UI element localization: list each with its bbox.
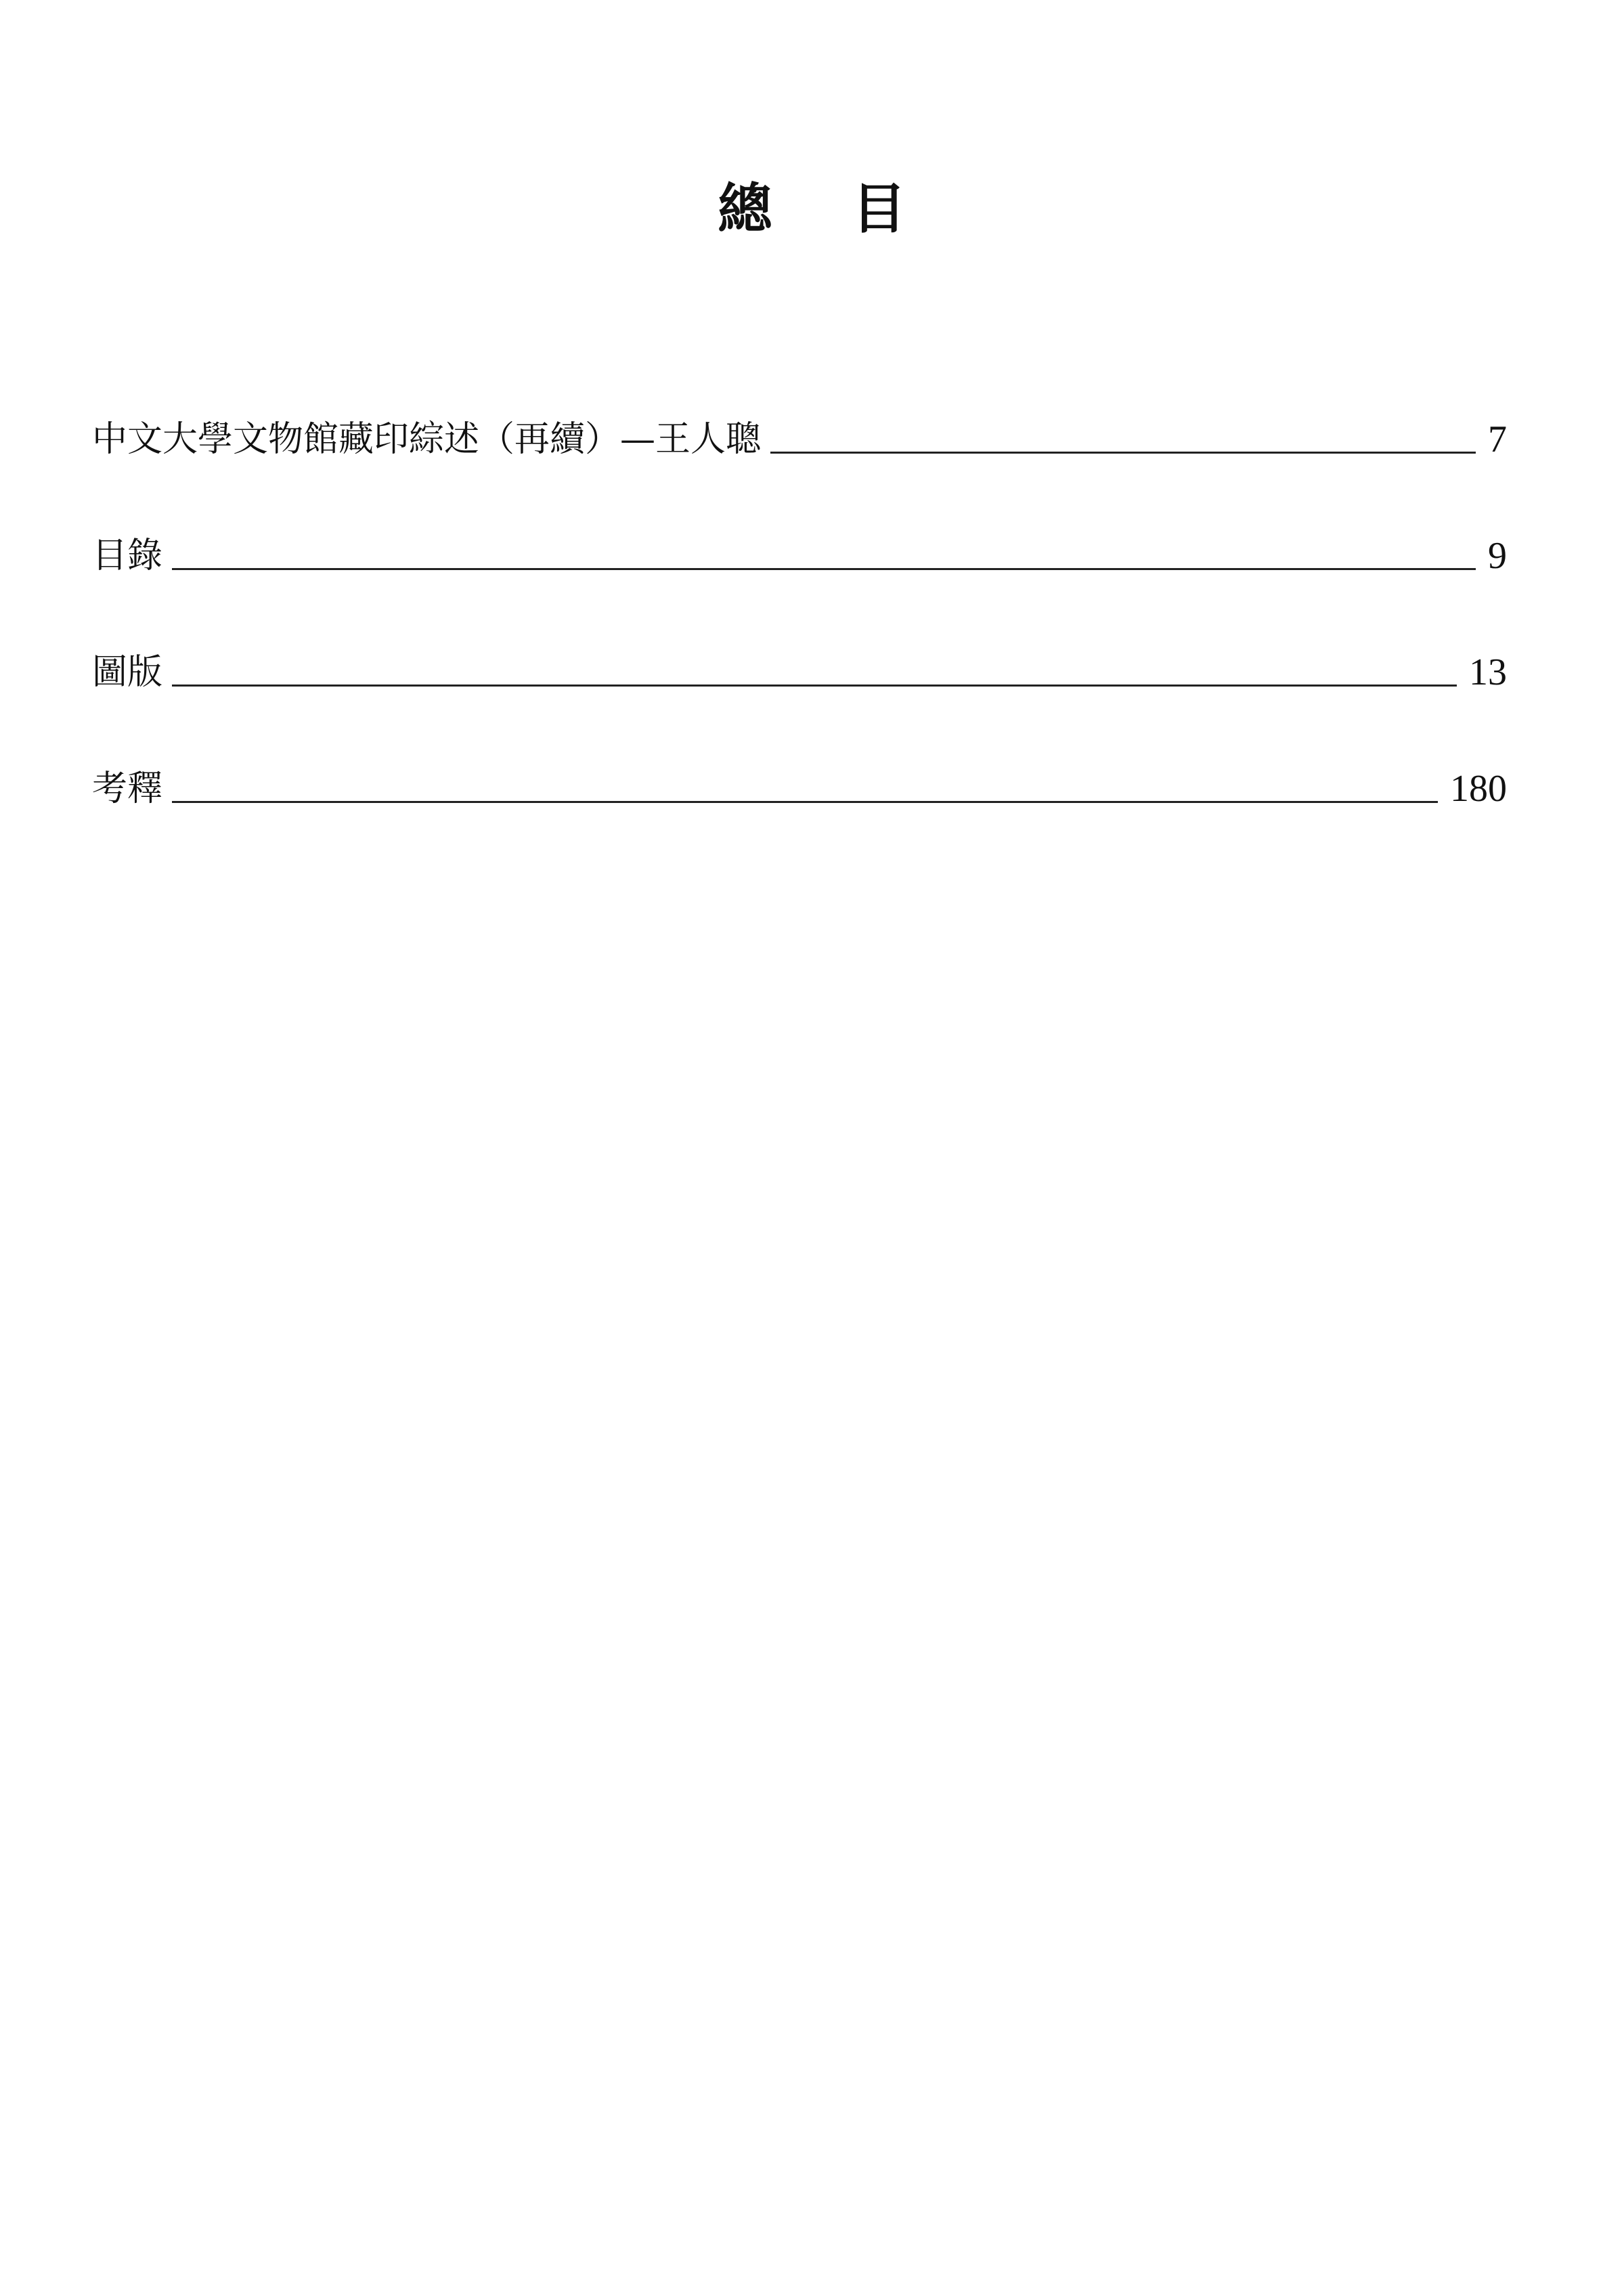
- table-of-contents: [92, 406, 1507, 872]
- toc-leader-line: [172, 685, 1457, 687]
- toc-leader-line: [172, 568, 1476, 570]
- title-char-1: 總: [718, 177, 772, 240]
- toc-entry-page: 9: [1488, 535, 1507, 577]
- toc-entry-title: 圖版: [92, 652, 163, 693]
- toc-entry-annotations[interactable]: [92, 756, 1507, 810]
- toc-entry-title: 目錄: [92, 536, 163, 576]
- toc-leader-line: [770, 452, 1476, 454]
- toc-leader-line: [172, 801, 1438, 803]
- toc-entry-catalogue[interactable]: [92, 523, 1507, 577]
- page-title: [0, 175, 1624, 242]
- toc-entry-page: 7: [1488, 418, 1507, 460]
- toc-entry-page: 13: [1469, 651, 1507, 693]
- toc-entry-page: 180: [1450, 768, 1507, 810]
- toc-entry-title: 考釋: [92, 768, 163, 809]
- toc-entry-plates[interactable]: [92, 639, 1507, 693]
- title-char-2: 目: [852, 177, 906, 240]
- toc-entry-title: 中文大學文物館藏印綜述（再續）—王人聰: [92, 419, 762, 460]
- toc-entry-introduction[interactable]: [92, 406, 1507, 460]
